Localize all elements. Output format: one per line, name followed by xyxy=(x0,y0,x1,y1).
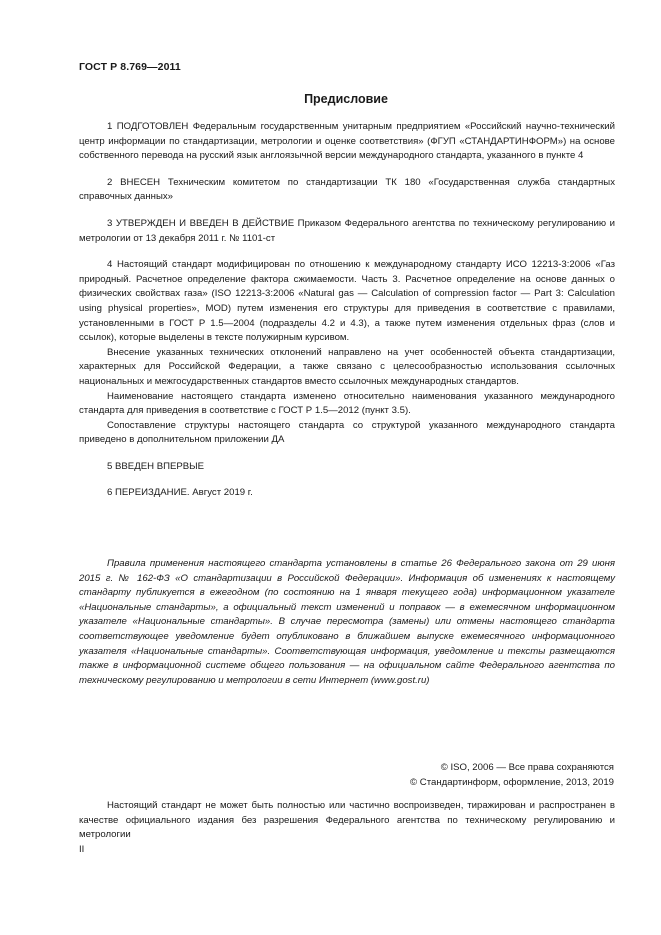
application-rules-notice: Правила применения настоящего стандарта установлены в статье 26 Федерального закона от 29 июня 2015 г. № 162-ФЗ «О стандартизации в Российской Федерации». Информация об изменениях к настоящему стандарту публикуется в ежегодном (по состоянию на 1 января текущего года) информационном указателе «Национальные стандарты», а официальный текст изменений и поправок — в ежемесячном информационном указателе «Национальные стандарты». В случае пересмотра (замены) или отмены настоящего стандарта соответствующее уведомление будет опубликовано в ближайшем выпуске ежемесячного информационного указателя «Национальные стандарты». Соответствующая информация, уведомление и тексты размещаются также в информационной системе общего пользования — на официальном сайте Федерального агентства по техническому регулированию и метрологии в сети Интернет (www.gost.ru) xyxy=(79,558,615,686)
paragraph-first-introduced: 5 ВВЕДЕН ВПЕРВЫЕ xyxy=(107,460,205,472)
document-code-header: ГОСТ Р 8.769—2011 xyxy=(79,61,181,73)
copyright-iso: © ISO, 2006 — Все права сохраняются xyxy=(440,762,614,773)
paragraph-name-change: Наименование настоящего стандарта изменено относительно наименования указанного международного стандарта для приведения в соответствие с ГОСТ Р 1.5—2012 (пункт 3.5). xyxy=(79,390,615,417)
paragraph-modification: 4 Настоящий стандарт модифицирован по отношению к международному стандарту ИСО 12213-3:2006 «Газ природный. Расчетное определение фактора сжимаемости. Часть 3. Расчетное определение на основе данных о физических свойствах газа» (ISO 12213-3:2006 «Natural gas — Calculation of compression factor — Part 3: Calculation using physical properties», MOD) путем изменения его структуры для приведения в соответствие с правилами, установленными в ГОСТ Р 1.5—2004 (подразделы 4.2 и 4.3), а также путем изменения отдельных фраз (слов и ссылок), которые выделены в тексте полужирным курсивом. xyxy=(79,259,615,344)
paragraph-prepared: 1 ПОДГОТОВЛЕН Федеральным государственным унитарным предприятием «Российский научно-технический центр информации по стандартизации, метрологии и оценке соответствия» (ФГУП «СТАНДАРТИНФОРМ») на основе собственного перевода на русский язык англоязычной версии международного стандарта, указанного в пункте 4 xyxy=(79,121,615,162)
page-number: II xyxy=(79,844,85,855)
paragraph-structure-comparison: Сопоставление структуры настоящего стандарта со структурой указанного международного стандарта приведено в дополнительном приложении ДА xyxy=(79,419,615,446)
paragraph-technical-deviations: Внесение указанных технических отклонений направлено на учет особенностей объекта стандартизации, характерных для Российской Федерации, а также связано с целесообразностью использования ссылочных национальных и межгосударственных стандартов вместо ссылочных международных стандартов. xyxy=(79,346,615,387)
foreword-body xyxy=(79,120,615,501)
paragraph-approved: 3 УТВЕРЖДЕН И ВВЕДЕН В ДЕЙСТВИЕ Приказом Федерального агентства по техническому регулированию и метрологии от 13 декабря 2011 г. № 1101-ст xyxy=(79,217,615,244)
paragraph-reissue: 6 ПЕРЕИЗДАНИЕ. Август 2019 г. xyxy=(107,487,253,499)
paragraph-introduced: 2 ВНЕСЕН Техническим комитетом по стандартизации ТК 180 «Государственная служба стандартных справочных данных» xyxy=(79,176,615,203)
reproduction-notice: Настоящий стандарт не может быть полностью или частично воспроизведен, тиражирован и распространен в качестве официального издания без разрешения Федерального агентства по техническому регулированию и метрологии xyxy=(79,800,615,841)
copyright-block xyxy=(410,760,614,790)
copyright-standartinform: © Стандартинформ, оформление, 2013, 2019 xyxy=(410,777,614,788)
page-title: Предисловие xyxy=(304,92,388,106)
